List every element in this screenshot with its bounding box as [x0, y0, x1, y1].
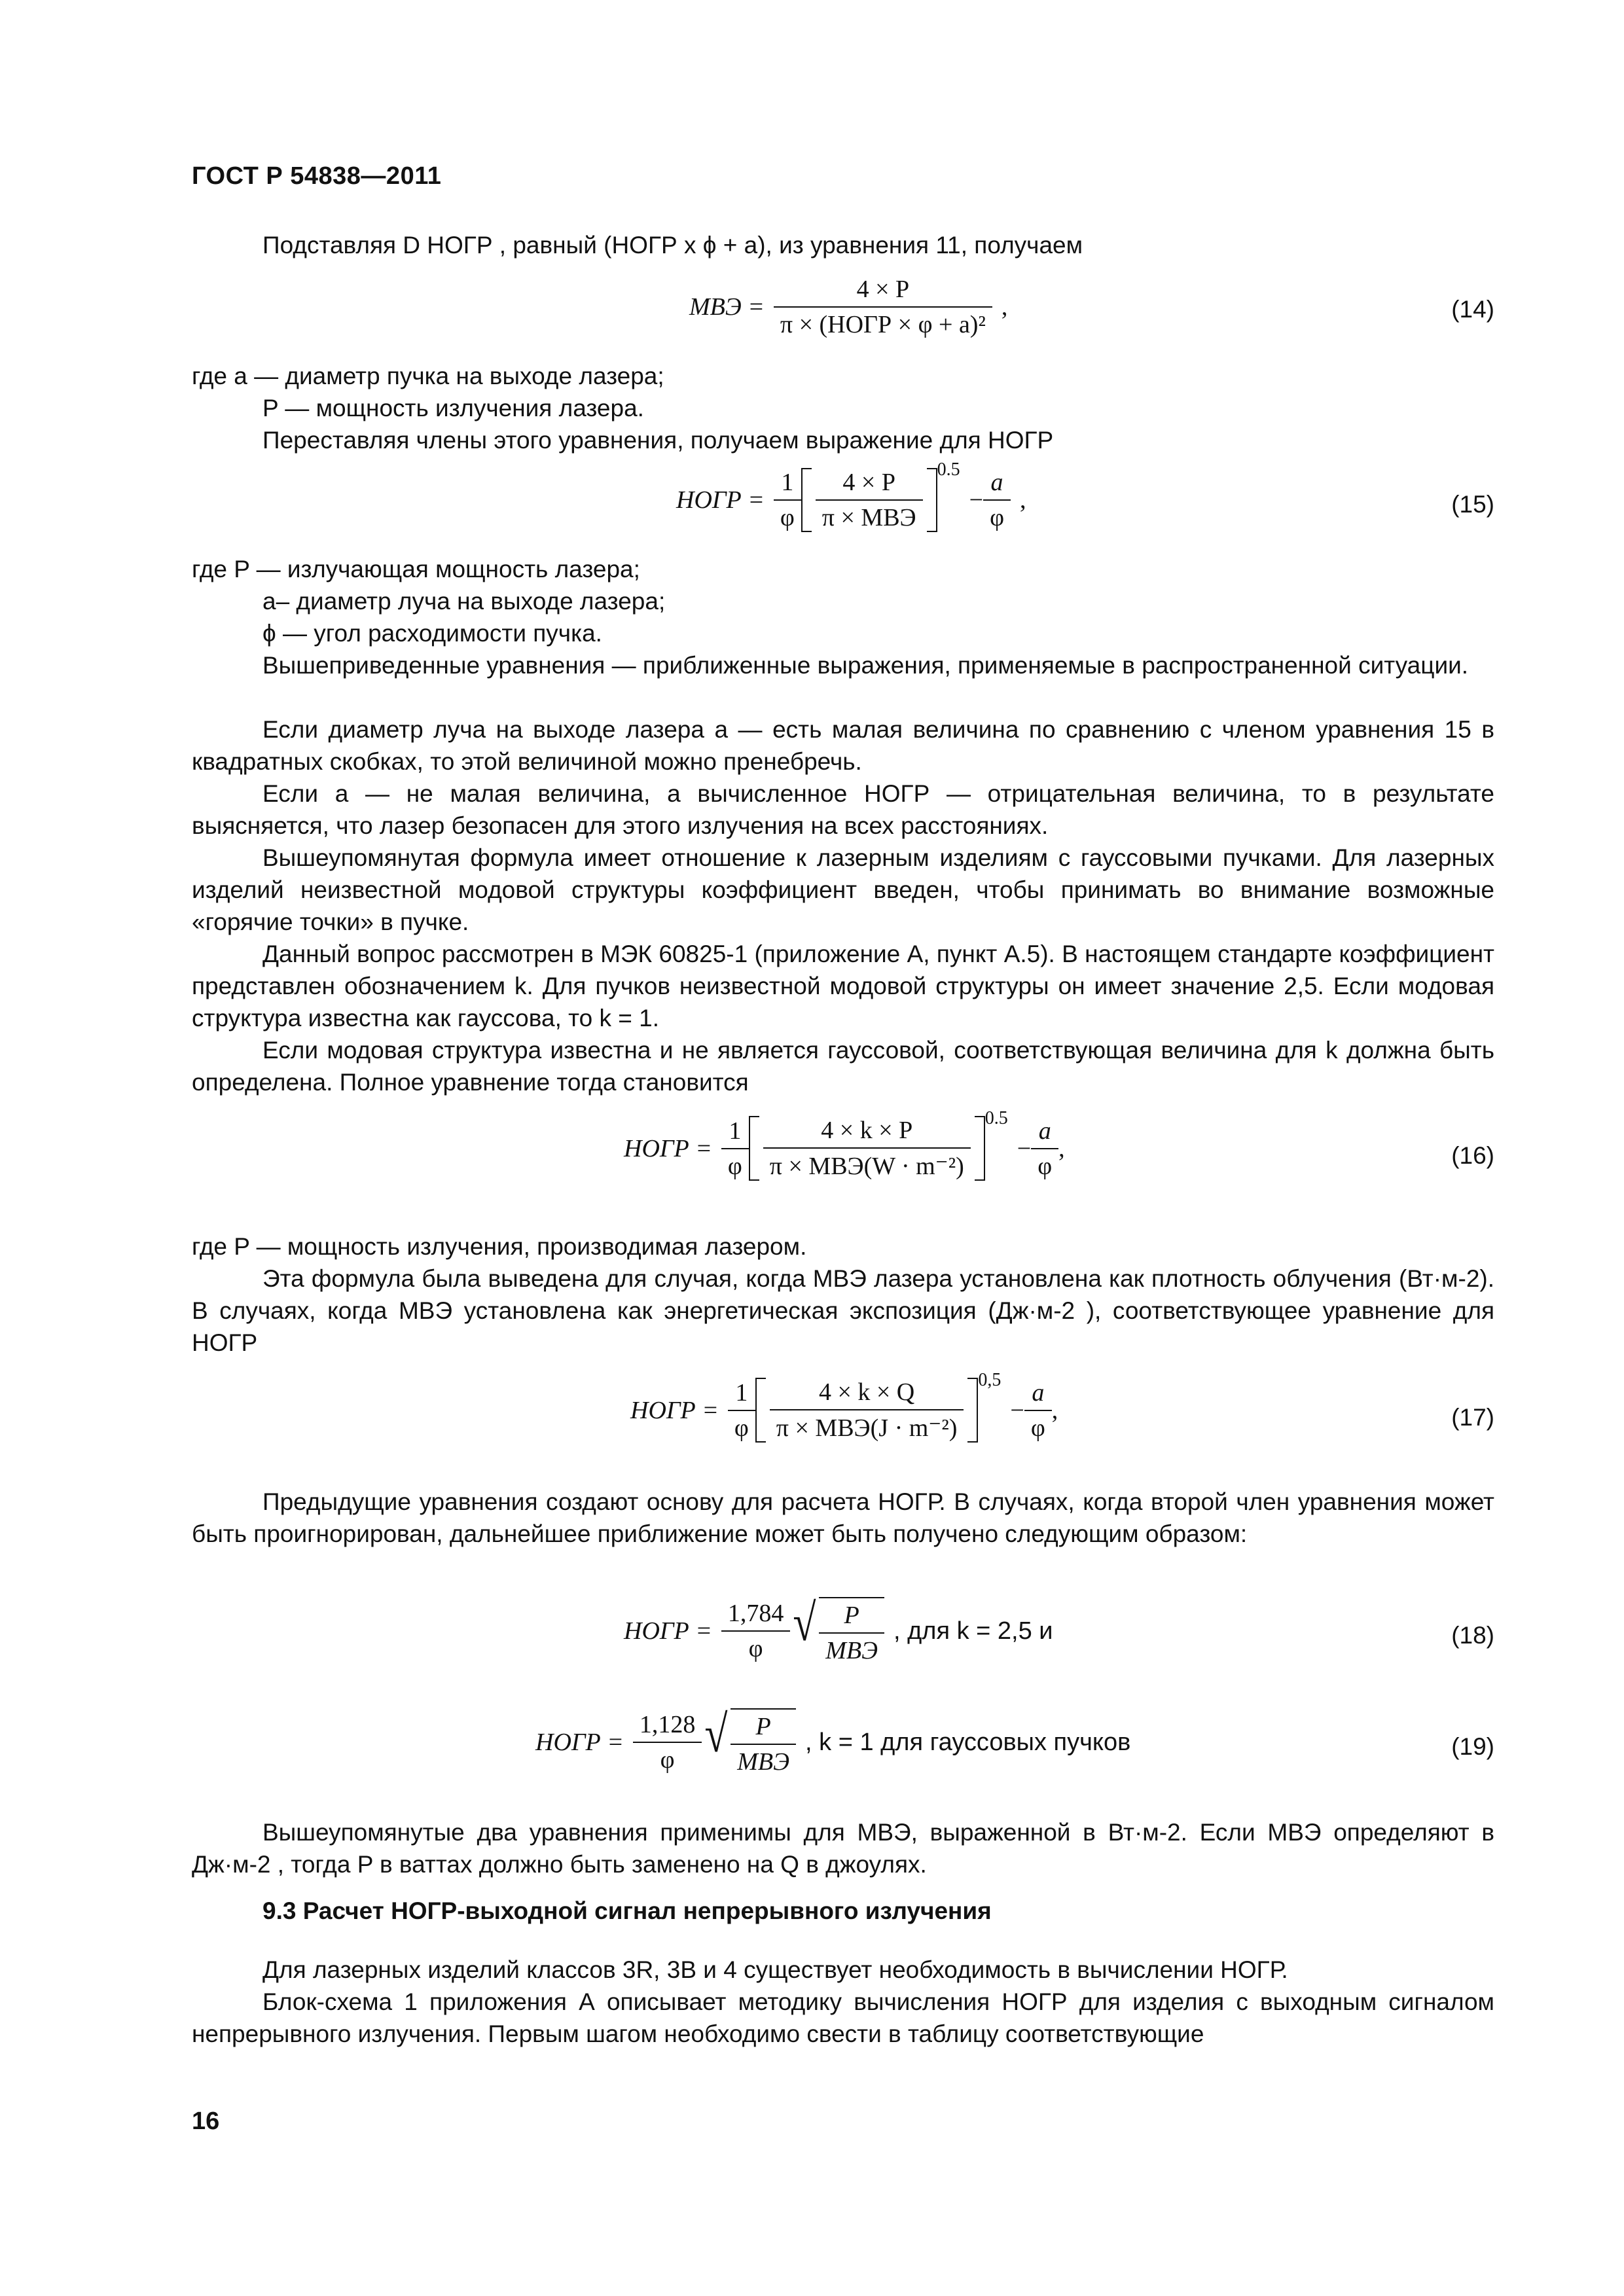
paragraph: где a — диаметр пучка на выходе лазера; — [192, 363, 664, 389]
paragraph: Если модовая структура известна и не является гауссовой, соответствующая величина для k должна быть определена. Полное уравнение тогда становится — [192, 1037, 1494, 1096]
eq-lhs: НОГР = — [535, 1729, 624, 1756]
right-bracket — [975, 1116, 985, 1181]
right-bracket — [927, 468, 937, 532]
eq-minus: − — [969, 486, 984, 514]
paragraph: Вышеупомянутые два уравнения применимы для МВЭ, выраженной в Вт·м-2. Если МВЭ определяют в Дж·м-2 , тогда P в ваттах должно быть заменено на Q в джоулях. — [192, 1819, 1494, 1878]
eq-power: 0.5 — [937, 459, 960, 480]
eq-prefactor-num: 1 — [728, 1378, 755, 1411]
right-bracket — [967, 1378, 978, 1443]
eq-tail: , — [1020, 486, 1026, 514]
eq-a-num: a — [983, 468, 1011, 501]
eq-coef-den: φ — [748, 1635, 763, 1662]
paragraph: a– диаметр луча на выходе лазера; — [262, 588, 666, 615]
eq-tail: , — [1051, 1396, 1058, 1424]
paragraph: Переставляя члены этого уравнения, получаем выражение для НОГР — [262, 427, 1054, 454]
paragraph: Эта формула была выведена для случая, когда МВЭ лазера установлена как плотность облучения (Вт·м-2). В случаях, когда МВЭ установлена как энергетическая экспозиция (Дж·м-2 ), соответствующее уравнение для НОГР — [192, 1265, 1494, 1356]
square-root — [790, 1594, 884, 1665]
paragraph: P — мощность излучения лазера. — [262, 395, 644, 422]
left-bracket — [749, 1116, 759, 1181]
paragraph: Данный вопрос рассмотрен в МЭК 60825-1 (приложение А, пункт А.5). В настоящем стандарте коэффициент представлен обозначением k. Для пучков неизвестной модовой структуры он имеет значение 2,5. Если модовая структура известна как гауссова, то k = 1. — [192, 941, 1494, 1031]
eq-tail: , — [1058, 1134, 1065, 1162]
eq-lhs: НОГР = — [624, 1134, 712, 1162]
equation-15 — [192, 459, 1494, 547]
eq-a-num: a — [1031, 1117, 1058, 1149]
equation-number: (14) — [1451, 296, 1494, 323]
paragraph: Подставляя D НОГР , равный (НОГР х ϕ + a), из уравнения 11, получаем — [262, 232, 1083, 259]
equation-number: (17) — [1451, 1404, 1494, 1431]
left-bracket — [801, 468, 812, 532]
equation-18 — [192, 1594, 1494, 1682]
equation-14 — [192, 275, 1494, 353]
eq-minus: − — [1017, 1134, 1032, 1162]
eq-denominator: π × МВЭ(J · m⁻²) — [776, 1414, 958, 1442]
eq-coef-num: 1,784 — [721, 1599, 791, 1632]
paragraph: где P — мощность излучения, производимая лазером. — [192, 1233, 807, 1260]
eq-root-num: P — [819, 1601, 884, 1634]
equation-number: (16) — [1451, 1142, 1494, 1169]
eq-a-den: φ — [990, 504, 1005, 531]
eq-denominator: π × МВЭ — [821, 504, 916, 531]
paragraph: Блок-схема 1 приложения А описывает методику вычисления НОГР для изделия с выходным сигналом непрерывного излучения. Первым шагом необходимо свести в таблицу соответствующие — [192, 1988, 1494, 2047]
eq-power: 0.5 — [984, 1107, 1008, 1128]
paragraph: Предыдущие уравнения создают основу для расчета НОГР. В случаях, когда второй член уравнения может быть проигнорирован, дальнейшее приближение может быть получено следующим образом: — [192, 1488, 1494, 1547]
equation-19 — [192, 1708, 1494, 1793]
eq-numerator: 4 × k × Q — [770, 1378, 964, 1410]
eq-denominator: π × МВЭ(W · m⁻²) — [769, 1153, 964, 1180]
eq-denominator: π × (НОГР × φ + a)² — [780, 311, 986, 338]
paragraph: Вышеупомянутая формула имеет отношение к лазерным изделиям с гауссовыми пучками. Для лазерных изделий неизвестной модовой структуры коэффициент введен, чтобы принимать во внимание возможные «горячие точки» в пучке. — [192, 844, 1494, 935]
equation-17 — [192, 1369, 1494, 1469]
eq-lhs: НОГР = — [676, 486, 765, 514]
paragraph: Если диаметр луча на выходе лазера a — есть малая величина по сравнению с членом уравнения 15 в квадратных скобках, то этой величиной можно пренебречь. — [192, 716, 1494, 775]
eq-minus: − — [1010, 1396, 1024, 1424]
square-root — [702, 1708, 796, 1776]
radical-sign: √ — [704, 1706, 728, 1763]
section-title: 9.3 Расчет НОГР-выходной сигнал непрерывного излучения — [262, 1897, 992, 1924]
eq-a-den: φ — [1038, 1152, 1053, 1180]
paragraph: где P — излучающая мощность лазера; — [192, 556, 640, 583]
page-header: ГОСТ Р 54838—2011 — [192, 162, 442, 190]
eq-prefactor-den: φ — [727, 1152, 742, 1180]
eq-a-num: a — [1024, 1378, 1052, 1411]
eq-root-den: МВЭ — [825, 1637, 878, 1664]
eq-prefactor-den: φ — [780, 504, 795, 531]
equation-number: (19) — [1451, 1733, 1494, 1760]
eq-lhs: НОГР = — [624, 1617, 712, 1645]
eq-tail: , k = 1 для гауссовых пучков — [805, 1728, 1131, 1756]
paragraph: ϕ — угол расходимости пучка. — [262, 620, 602, 647]
eq-lhs: МВЭ = — [689, 293, 765, 321]
eq-a-den: φ — [1030, 1414, 1045, 1442]
eq-numerator: 4 × k × P — [763, 1116, 971, 1149]
left-bracket — [755, 1378, 766, 1443]
eq-power: 0,5 — [978, 1369, 1001, 1390]
eq-prefactor-num: 1 — [774, 468, 801, 501]
eq-numerator: 4 × P — [816, 468, 923, 501]
paragraph: Для лазерных изделий классов 3R, 3B и 4 существует необходимость в вычислении НОГР. — [262, 1956, 1288, 1983]
eq-lhs: НОГР = — [630, 1396, 719, 1424]
radical-sign: √ — [793, 1594, 816, 1652]
paragraph: Вышеприведенные уравнения — приближенные выражения, применяемые в распространенной ситуации. — [262, 652, 1469, 679]
eq-prefactor-den: φ — [734, 1414, 749, 1442]
equation-16 — [192, 1107, 1494, 1208]
eq-coef-num: 1,128 — [633, 1710, 702, 1743]
paragraph: Если a — не малая величина, а вычисленное НОГР — отрицательная величина, то в результате выясняется, что лазер безопасен для этого излучения на всех расстояниях. — [192, 780, 1494, 839]
page-number: 16 — [192, 2108, 220, 2135]
eq-root-num: P — [731, 1712, 796, 1745]
eq-prefactor-num: 1 — [721, 1117, 749, 1149]
equation-number: (18) — [1451, 1622, 1494, 1649]
eq-tail: , для k = 2,5 и — [893, 1617, 1053, 1645]
eq-root-den: МВЭ — [737, 1748, 790, 1776]
eq-coef-den: φ — [660, 1746, 675, 1774]
eq-numerator: 4 × P — [774, 275, 992, 308]
eq-tail: , — [1001, 293, 1008, 321]
equation-number: (15) — [1451, 491, 1494, 518]
